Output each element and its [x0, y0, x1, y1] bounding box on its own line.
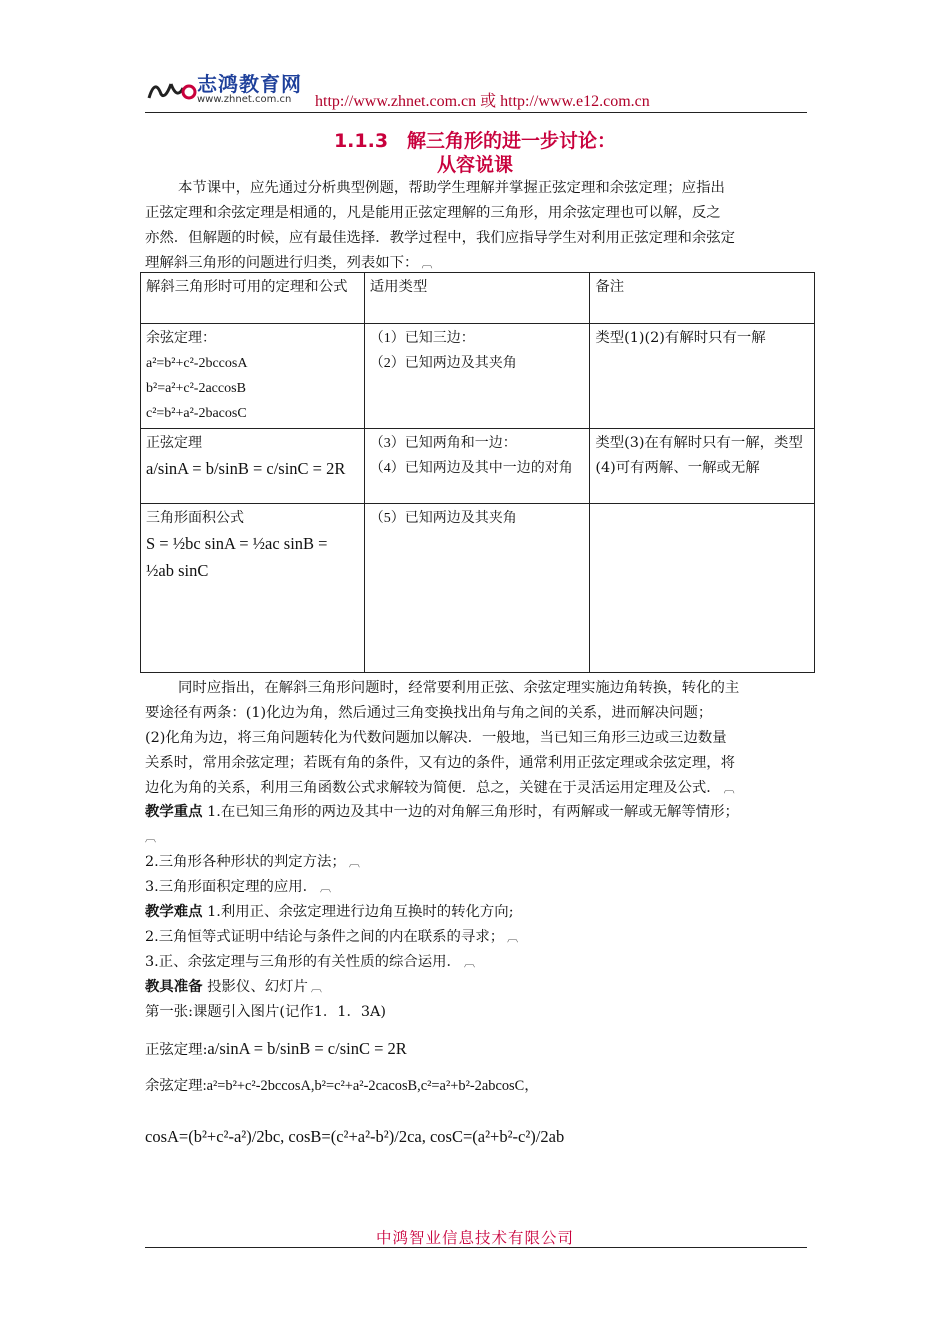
footer-company: 中鸿智业信息技术有限公司 — [375, 1229, 574, 1247]
theorem-name: 余弦定理： — [146, 331, 216, 346]
intro-line: 本节课中，应先通过分析典型例题，帮助学生理解并掌握正弦定理和余弦定理；应指出 — [178, 180, 725, 196]
table-header: 解斜三角形时可用的定理和公式 — [146, 279, 348, 295]
tools-label: 教具准备 — [145, 979, 203, 995]
difficulties — [145, 900, 813, 975]
para-line: (2)化角为边，将三角问题转化为代数问题加以解决．一般地，当已知三角形三边或三边数量 — [145, 730, 727, 746]
table-row — [141, 429, 815, 504]
para-line: 要途径有两条：(1)化边为角，然后通过三角变换找出角与角之间的关系，进而解决问题； — [145, 705, 713, 721]
sine-label: 正弦定理: — [145, 1042, 208, 1058]
site-logo — [145, 70, 315, 108]
key-point-item: 1.在已知三角形的两边及其中一边的对角解三角形时，有两解或一解或无解等情形； — [207, 804, 739, 820]
difficulties-label: 教学难点 — [145, 904, 203, 920]
intro-line: 理解斜三角形的问题进行归类，列表如下： — [145, 255, 419, 271]
table-row — [141, 504, 815, 673]
sine-law-formula: a/sinA = b/sinB = c/sinC = 2R — [146, 459, 346, 478]
type-item: （3）已知两角和一边： — [369, 436, 517, 451]
cosine-formula-b: b²=a²+c²-2accosB — [146, 381, 246, 396]
page-title: 1.1.3 解三角形的进一步讨论： — [333, 130, 617, 152]
return-mark-icon: ︹ — [507, 931, 519, 944]
header-links[interactable]: http://www.zhnet.com.cn 或 http://www.e12.com.cn — [315, 93, 650, 110]
table-row — [141, 324, 815, 429]
area-formula: S = ½bc sinA = ½ac sinB = ½ab sinC — [146, 534, 328, 580]
tools-text: 投影仪、幻灯片 — [207, 979, 308, 995]
key-point-item: 3.三角形面积定理的应用． — [145, 879, 318, 895]
type-item: （5）已知两边及其夹角 — [369, 511, 517, 526]
note-text: 类型(1)(2)有解时只有一解 — [595, 330, 766, 346]
logo-title: 志鸿教育网 — [197, 72, 302, 96]
page-subtitle: 从容说课 — [436, 154, 513, 176]
return-mark-icon: ︹ — [463, 956, 475, 969]
type-item: （1）已知三边： — [369, 331, 475, 346]
note-text: 类型(3)在有解时只有一解，类型(4)可有两解、一解或无解 — [595, 435, 803, 476]
intro-paragraph — [145, 176, 813, 276]
difficulty-item: 2.三角恒等式证明中结论与条件之间的内在联系的寻求； — [145, 929, 505, 945]
cosine-formula-c: c²=b²+a²-2bacosC — [146, 406, 247, 421]
return-mark-icon: ︹ — [723, 782, 735, 795]
method-paragraph — [145, 676, 813, 801]
table-header: 适用类型 — [369, 279, 428, 295]
return-mark-icon: ︹ — [421, 257, 433, 270]
teaching-tools — [145, 975, 813, 1025]
key-points-label: 教学重点 — [145, 804, 203, 820]
slide1-cosine — [145, 1074, 813, 1099]
table-header-row — [141, 273, 815, 324]
type-item: （2）已知两边及其夹角 — [369, 356, 517, 371]
key-points — [145, 800, 813, 900]
para-line: 关系时，常用余弦定理；若既有角的条件，又有边的条件，通常利用正弦定理或余弦定理，将 — [145, 755, 736, 771]
return-mark-icon: ︹ — [320, 881, 332, 894]
intro-line: 亦然．但解题的时候，应有最佳选择．教学过程中，我们应指导学生对利用正弦定理和余弦定 — [145, 230, 736, 246]
slide1-sine — [145, 1036, 813, 1063]
para-line: 同时应指出，在解斜三角形问题时，经常要利用正弦、余弦定理实施边角转换，转化的主 — [178, 680, 740, 696]
theorem-name: 正弦定理 — [146, 436, 202, 451]
page-header — [145, 68, 807, 113]
cosine-label: 余弦定理: — [145, 1078, 207, 1094]
cosine-law-text: a²=b²+c²-2bccosA,b²=c²+a²-2cacosB,c²=a²+b²-2abcosC， — [206, 1078, 539, 1094]
sine-law-formula: a/sinA = b/sinB = c/sinC = 2R — [207, 1039, 407, 1058]
intro-line: 正弦定理和余弦定理是相通的，凡是能用正弦定理解的三角形，用余弦定理也可以解，反之 — [145, 205, 721, 221]
footer-divider — [145, 1247, 807, 1248]
slide-intro: 第一张:课题引入图片(记作1．1．3A) — [145, 1004, 387, 1020]
theorem-name: 三角形面积公式 — [146, 511, 244, 526]
table-header: 备注 — [595, 279, 625, 295]
key-point-item: 2.三角形各种形状的判定方法； — [145, 854, 346, 870]
return-mark-icon: ︹ — [145, 831, 156, 844]
logo-swirl-icon — [145, 70, 197, 108]
logo-url: www.zhnet.com.cn — [197, 94, 292, 105]
type-item: （4）已知两边及其中一边的对角 — [369, 461, 573, 476]
cosine-formula-a: a²=b²+c²-2bccosA — [146, 356, 248, 371]
return-mark-icon: ︹ — [310, 981, 322, 994]
theorem-table — [140, 272, 815, 673]
para-line: 边化为角的关系，利用三角函数公式求解较为简便．总之，关键在于灵活运用定理及公式． — [145, 780, 721, 796]
return-mark-icon: ︹ — [348, 856, 360, 869]
difficulty-item: 3.正、余弦定理与三角形的有关性质的综合运用． — [145, 954, 461, 970]
difficulty-item: 1.利用正、余弦定理进行边角互换时的转化方向; — [207, 904, 514, 920]
slide1-cos-formulas — [145, 1124, 813, 1149]
cosine-formulas: cosA=(b²+c²-a²)/2bc, cosB=(c²+a²-b²)/2ca, cosC=(a²+b²-c²)/2ab — [145, 1127, 565, 1146]
